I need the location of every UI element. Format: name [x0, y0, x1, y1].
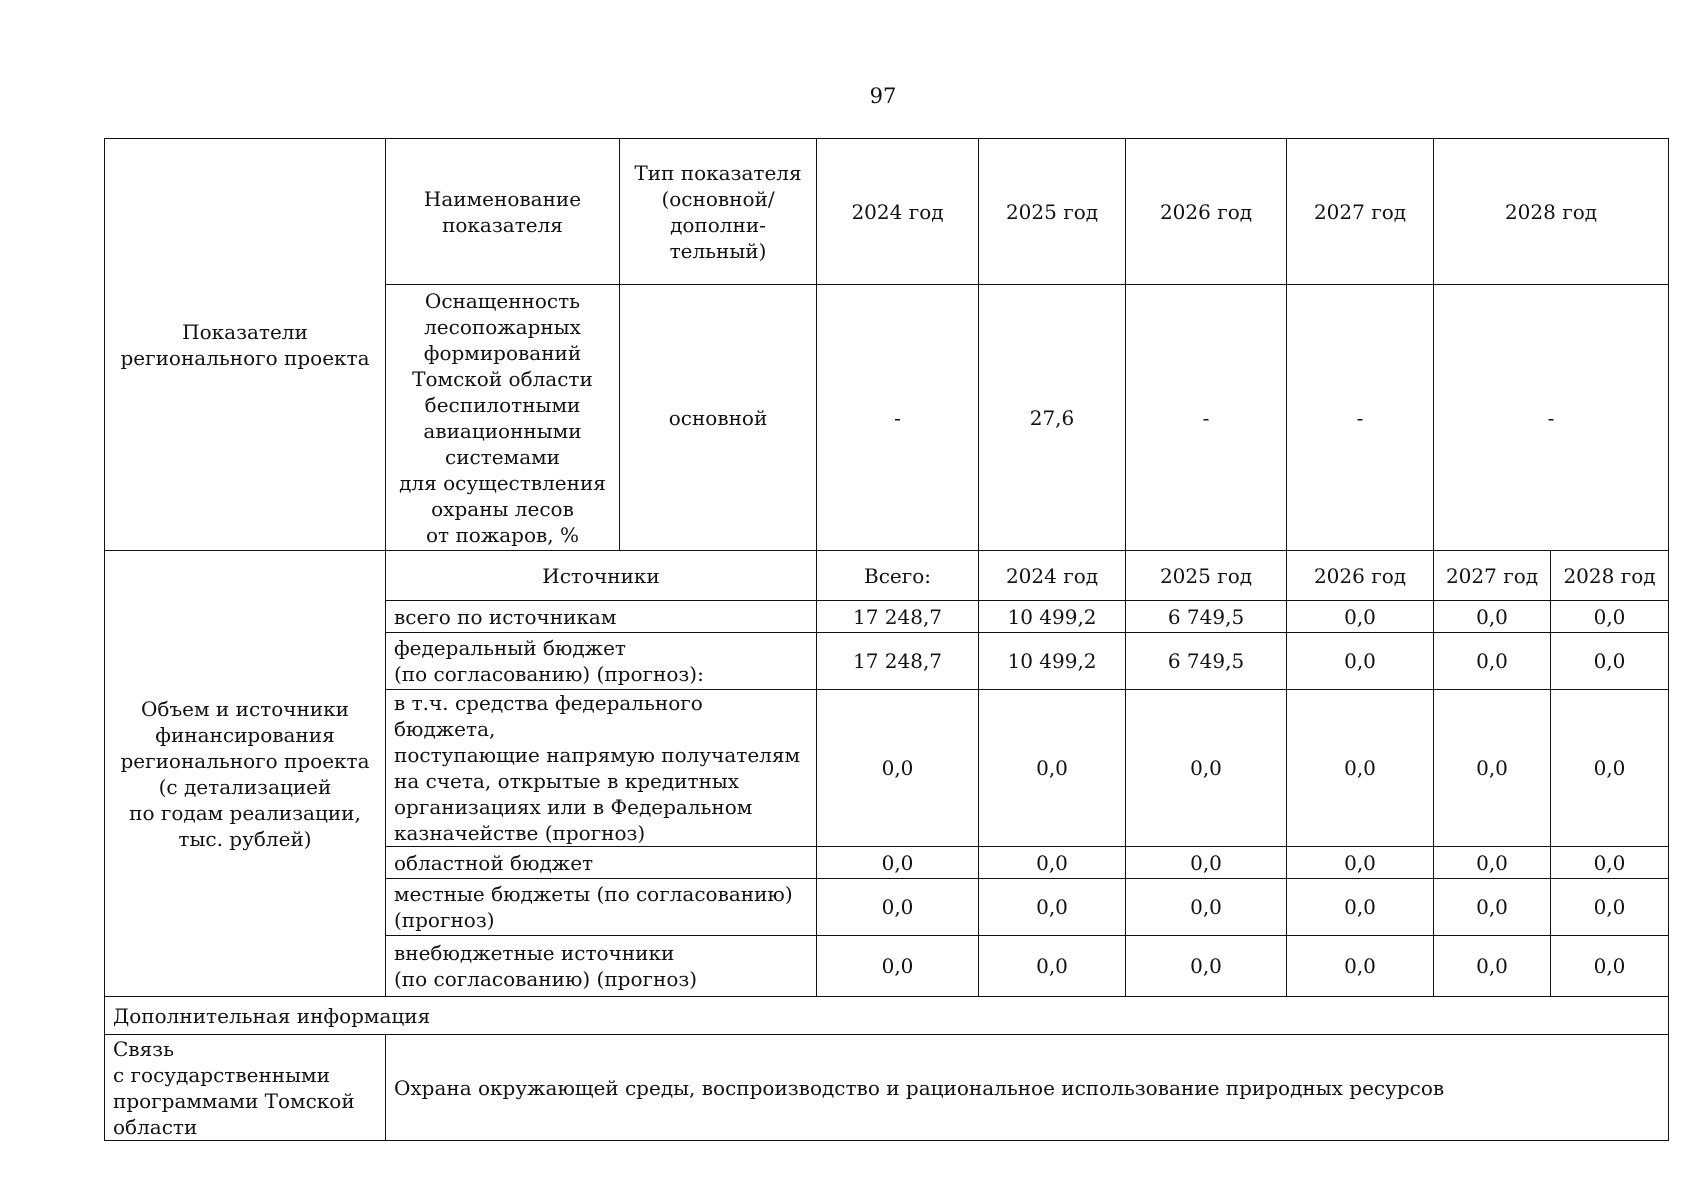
page-number: 97 — [869, 84, 897, 108]
source-label-line: федеральный бюджет — [394, 636, 626, 660]
value-2027: 0,0 — [1434, 690, 1551, 847]
value-2028: 0,0 — [1551, 633, 1669, 690]
source-label — [386, 936, 817, 997]
value-total: 0,0 — [817, 690, 979, 847]
source-label-line: (по согласованию) (прогноз) — [394, 967, 698, 991]
source-label — [386, 879, 817, 936]
source-label-line: (по согласованию) (прогноз): — [394, 662, 704, 686]
fin-year-header-2026: 2026 год — [1287, 551, 1434, 601]
indicator-type-header: Тип показателя (основной/ дополни-тельный) — [620, 139, 817, 285]
value-total: 17 248,7 — [817, 601, 979, 633]
value-2026: 0,0 — [1287, 633, 1434, 690]
state-program-link-label — [105, 1035, 386, 1141]
indicator-value-2025: 27,6 — [979, 285, 1126, 551]
source-label: областной бюджет — [386, 847, 817, 879]
source-label — [386, 633, 817, 690]
fin-year-header-2024: 2024 год — [979, 551, 1126, 601]
value-2024: 0,0 — [979, 936, 1126, 997]
value-2028: 0,0 — [1551, 690, 1669, 847]
value-2027: 0,0 — [1434, 847, 1551, 879]
indicator-name-line: от пожаров, % — [426, 522, 579, 547]
fin-year-header-2027: 2027 год — [1434, 551, 1551, 601]
year-header-2024: 2024 год — [817, 139, 979, 285]
source-label-line: (прогноз) — [394, 908, 495, 932]
year-header-2027: 2027 год — [1287, 139, 1434, 285]
indicator-name-line: лесопожарных — [424, 314, 581, 339]
total-header: Всего: — [817, 551, 979, 601]
value-2026: 0,0 — [1287, 690, 1434, 847]
value-2028: 0,0 — [1551, 879, 1669, 936]
link-label-line: области — [113, 1114, 198, 1139]
indicators-section-label: Показатели регионального проекта — [105, 139, 386, 551]
indicator-name — [386, 285, 620, 551]
value-total: 0,0 — [817, 879, 979, 936]
indicator-value-2027: - — [1287, 285, 1434, 551]
value-2024: 0,0 — [979, 690, 1126, 847]
value-2028: 0,0 — [1551, 936, 1669, 997]
link-label-line: Связь — [113, 1036, 174, 1061]
financing-label-line: регионального проекта — [120, 748, 370, 773]
source-label-line: поступающие напрямую получателям — [394, 743, 801, 767]
indicator-name-line: беспилотными — [424, 392, 581, 417]
year-header-2025: 2025 год — [979, 139, 1126, 285]
indicator-value-2024: - — [817, 285, 979, 551]
value-2027: 0,0 — [1434, 633, 1551, 690]
financing-label-line: финансирования — [155, 722, 335, 747]
indicator-name-line: Томской области — [412, 366, 593, 391]
indicator-type: основной — [620, 285, 817, 551]
value-2028: 0,0 — [1551, 601, 1669, 633]
financing-section-label — [105, 551, 386, 997]
source-label: всего по источникам — [386, 601, 817, 633]
state-program-link-value: Охрана окружающей среды, воспроизводство и рациональное использование природных ресурсов — [386, 1035, 1669, 1141]
indicator-name-line: охраны лесов — [431, 496, 574, 521]
value-2025: 0,0 — [1126, 879, 1287, 936]
indicator-name-line: формирований — [423, 340, 582, 365]
indicators-header-row — [105, 139, 1669, 285]
value-2028: 0,0 — [1551, 847, 1669, 879]
project-passport-table — [104, 138, 1669, 1141]
value-2024: 10 499,2 — [979, 601, 1126, 633]
value-2025: 0,0 — [1126, 936, 1287, 997]
value-2025: 6 749,5 — [1126, 633, 1287, 690]
indicator-value-2028: - — [1434, 285, 1669, 551]
value-2027: 0,0 — [1434, 601, 1551, 633]
financing-label-line: (с детализацией — [158, 774, 332, 799]
source-label-line: на счета, открытые в кредитных — [394, 769, 740, 793]
indicator-name-line: системами — [445, 444, 560, 469]
fin-year-header-2028: 2028 год — [1551, 551, 1669, 601]
link-label-line: с государственными — [113, 1062, 330, 1087]
additional-info-label: Дополнительная информация — [105, 997, 1669, 1035]
state-program-link-row — [105, 1035, 1669, 1141]
value-2026: 0,0 — [1287, 847, 1434, 879]
fin-year-header-2025: 2025 год — [1126, 551, 1287, 601]
source-label-line: организациях или в Федеральном — [394, 795, 753, 819]
year-header-2028: 2028 год — [1434, 139, 1669, 285]
value-total: 17 248,7 — [817, 633, 979, 690]
value-2027: 0,0 — [1434, 936, 1551, 997]
source-label-line: местные бюджеты (по согласованию) — [394, 882, 793, 906]
financing-label-line: Объем и источники — [141, 696, 349, 721]
value-2025: 0,0 — [1126, 847, 1287, 879]
link-label-line: программами Томской — [113, 1088, 355, 1113]
additional-info-row — [105, 997, 1669, 1035]
value-total: 0,0 — [817, 847, 979, 879]
financing-header-row — [105, 551, 1669, 601]
value-total: 0,0 — [817, 936, 979, 997]
source-label-line: в т.ч. средства федерального бюджета, — [394, 691, 703, 741]
indicator-name-line: Оснащенность — [424, 288, 581, 313]
indicator-name-line: авиационными — [423, 418, 582, 443]
financing-label-line: по годам реализации, — [129, 800, 361, 825]
value-2026: 0,0 — [1287, 601, 1434, 633]
source-label — [386, 690, 817, 847]
indicator-name-header: Наименование показателя — [386, 139, 620, 285]
value-2025: 6 749,5 — [1126, 601, 1287, 633]
indicator-name-line: для осуществления — [399, 470, 606, 495]
value-2027: 0,0 — [1434, 879, 1551, 936]
source-label-line: казначействе (прогноз) — [394, 821, 646, 845]
value-2025: 0,0 — [1126, 690, 1287, 847]
value-2024: 0,0 — [979, 879, 1126, 936]
value-2026: 0,0 — [1287, 879, 1434, 936]
indicator-value-2026: - — [1126, 285, 1287, 551]
year-header-2026: 2026 год — [1126, 139, 1287, 285]
sources-header: Источники — [386, 551, 817, 601]
value-2026: 0,0 — [1287, 936, 1434, 997]
value-2024: 10 499,2 — [979, 633, 1126, 690]
value-2024: 0,0 — [979, 847, 1126, 879]
source-label-line: внебюджетные источники — [394, 941, 675, 965]
financing-label-line: тыс. рублей) — [178, 826, 312, 851]
